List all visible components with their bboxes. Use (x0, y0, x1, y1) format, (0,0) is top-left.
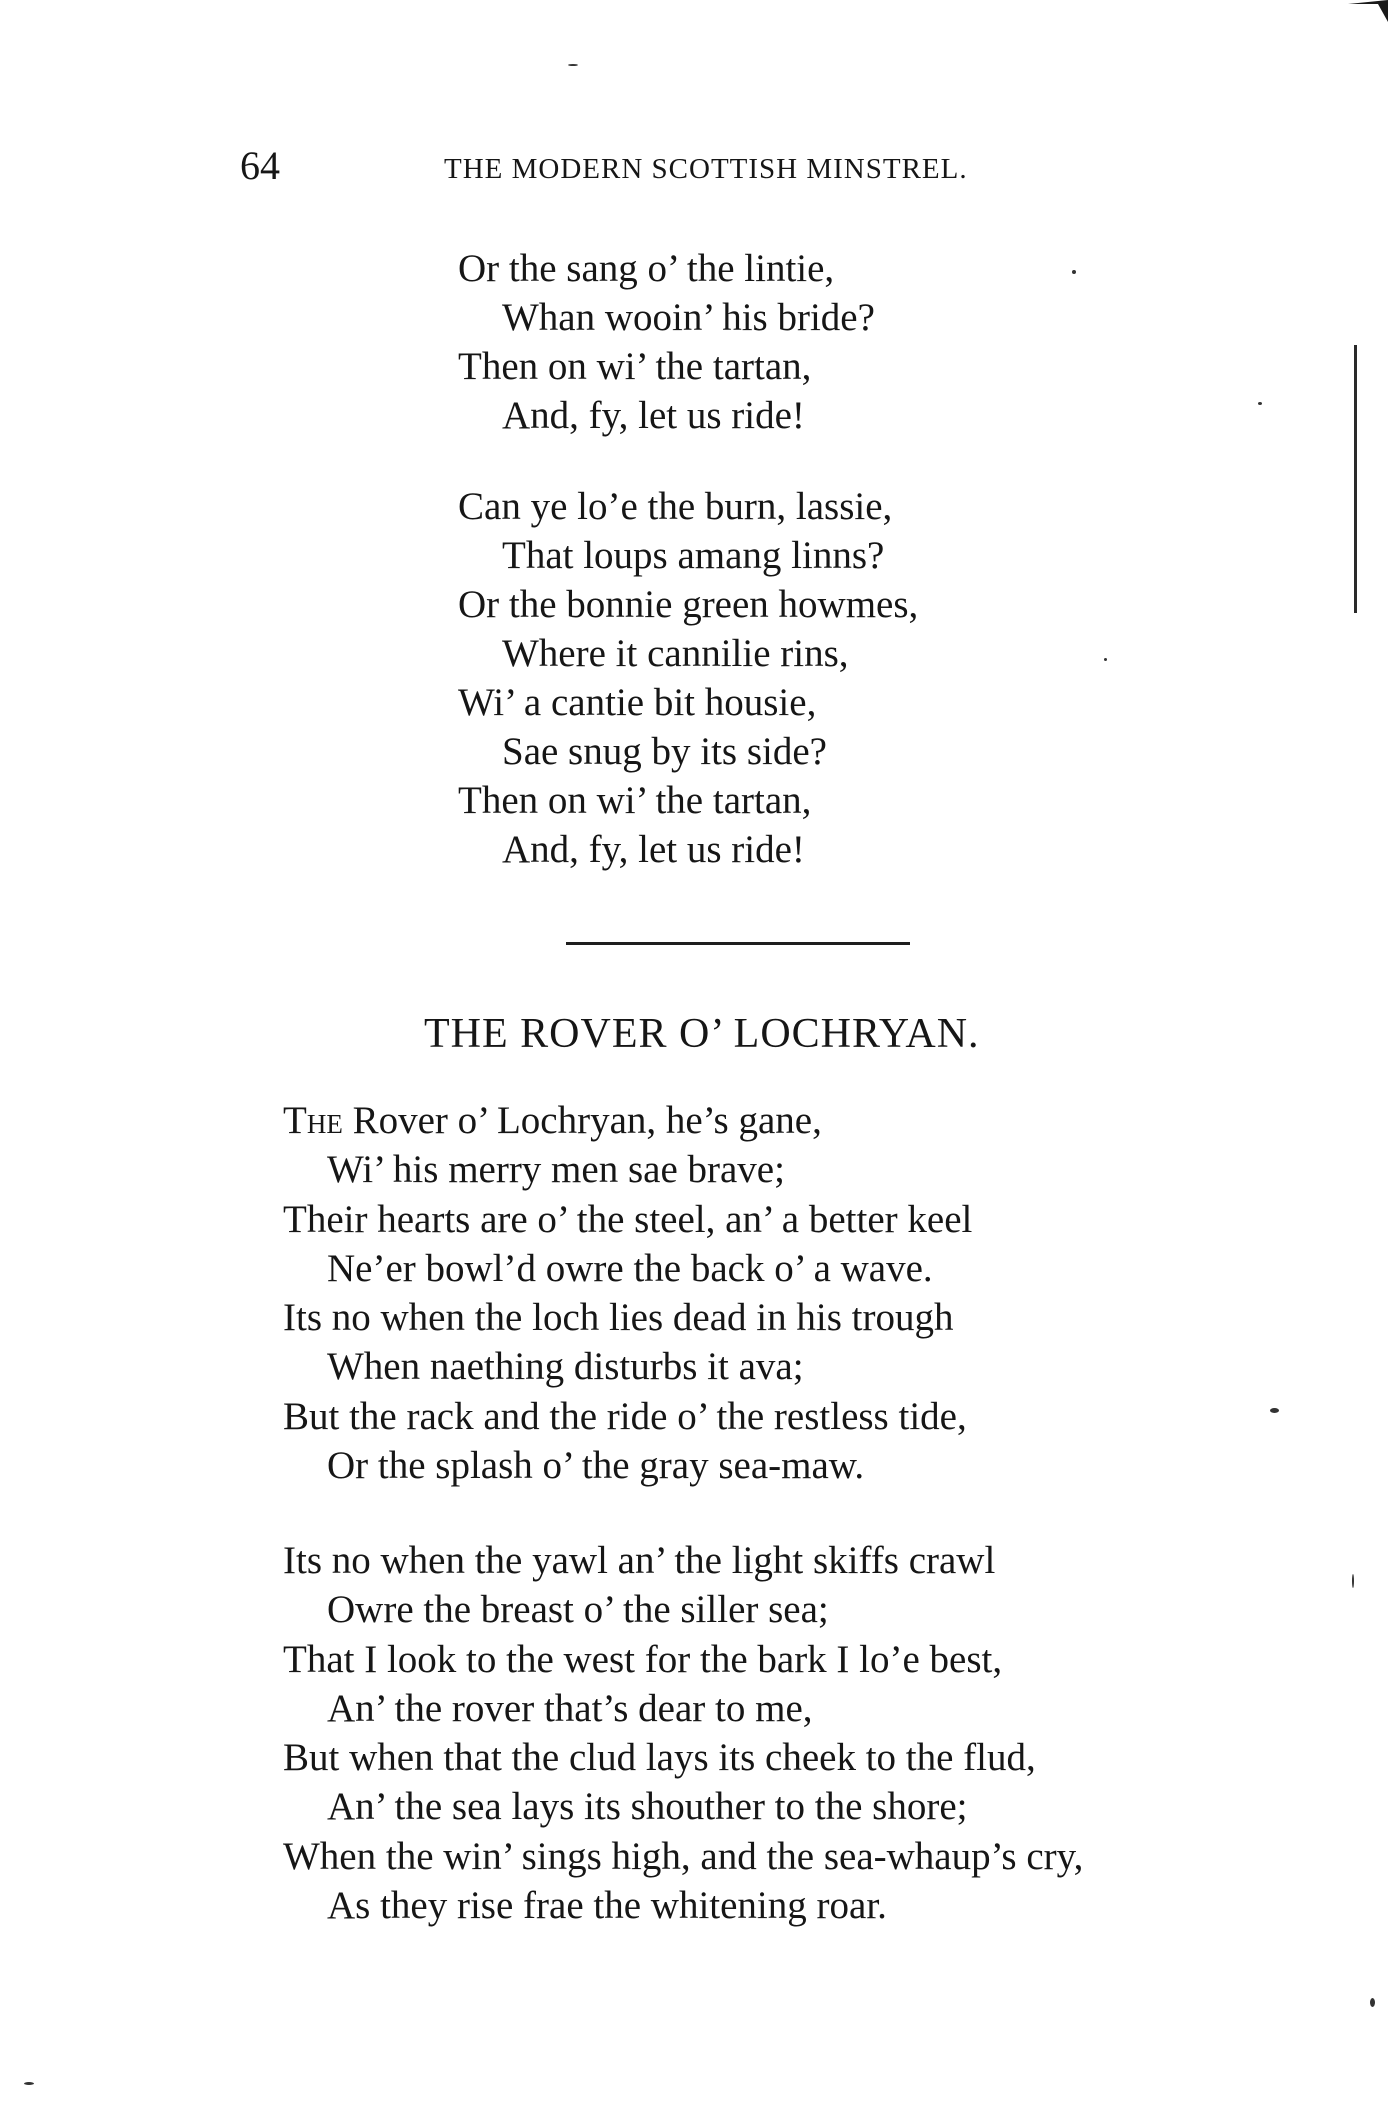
verse-line: Its no when the loch lies dead in his trough (283, 1296, 954, 1340)
drop-word: The (283, 1099, 343, 1142)
verse-line: Where it cannilie rins, (502, 632, 849, 675)
verse-line: That loups amang linns? (502, 534, 885, 577)
verse-line: Owre the breast o’ the siller sea; (327, 1588, 829, 1632)
poem-stanza (458, 482, 918, 874)
verse-line: Then on wi’ the tartan, (458, 345, 812, 388)
section-divider (566, 942, 910, 945)
verse-line: Or the sang o’ the lintie, (458, 247, 835, 290)
verse-line: Then on wi’ the tartan, (458, 779, 812, 822)
verse-line: But the rack and the ride o’ the restless tide, (283, 1394, 967, 1438)
verse-line: When naething disturbs it ava; (327, 1345, 804, 1389)
verse-line: Or the splash o’ the gray sea-maw. (327, 1444, 865, 1488)
verse-line: As they rise frae the whitening roar. (327, 1884, 887, 1928)
verse-line: Its no when the yawl an’ the light skiffs crawl (283, 1539, 996, 1582)
scan-speck (1370, 1998, 1375, 2007)
verse-line: And, fy, let us ride! (502, 394, 805, 437)
verse-line: Sae snug by its side? (502, 730, 827, 773)
verse-line: But when that the clud lays its cheek to the flud, (283, 1736, 1036, 1780)
scan-speck (1270, 1408, 1279, 1413)
scan-speck (1104, 658, 1107, 661)
scan-speck (1258, 402, 1262, 405)
verse-line: An’ the rover that’s dear to me, (327, 1686, 813, 1730)
verse-line-rest: Rover o’ Lochryan, he’s gane, (342, 1099, 822, 1142)
scan-speck (568, 64, 578, 66)
scan-speck (24, 2082, 34, 2085)
poem-stanza (283, 1536, 1083, 1930)
scan-speck (1352, 1574, 1354, 1588)
running-head: THE MODERN SCOTTISH MINSTREL. (444, 153, 968, 185)
verse-line: Ne’er bowl’d owre the back o’ a wave. (327, 1246, 933, 1290)
poem-title: THE ROVER O’ LOCHRYAN. (424, 1011, 980, 1057)
poem-stanza (283, 1096, 972, 1490)
verse-line-first (283, 1096, 972, 1145)
corner-scan-mark (1348, 0, 1388, 24)
verse-line: And, fy, let us ride! (502, 828, 805, 871)
page-number: 64 (240, 143, 280, 188)
verse-line: An’ the sea lays its shouther to the shore; (327, 1785, 968, 1829)
verse-line: That I look to the west for the bark I lo’e best, (283, 1637, 1003, 1681)
margin-scan-line (1354, 345, 1357, 613)
scan-speck (1072, 270, 1076, 274)
verse-line: Can ye lo’e the burn, lassie, (458, 485, 893, 528)
verse-line: Their hearts are o’ the steel, an’ a better keel (283, 1197, 973, 1241)
verse-line: Wi’ his merry men sae brave; (327, 1148, 785, 1192)
poem-stanza (458, 244, 875, 440)
verse-line: Whan wooin’ his bride? (502, 296, 875, 339)
verse-line: When the win’ sings high, and the sea-whaup’s cry, (283, 1834, 1084, 1878)
verse-line: Or the bonnie green howmes, (458, 583, 919, 626)
verse-line: Wi’ a cantie bit housie, (458, 681, 817, 724)
